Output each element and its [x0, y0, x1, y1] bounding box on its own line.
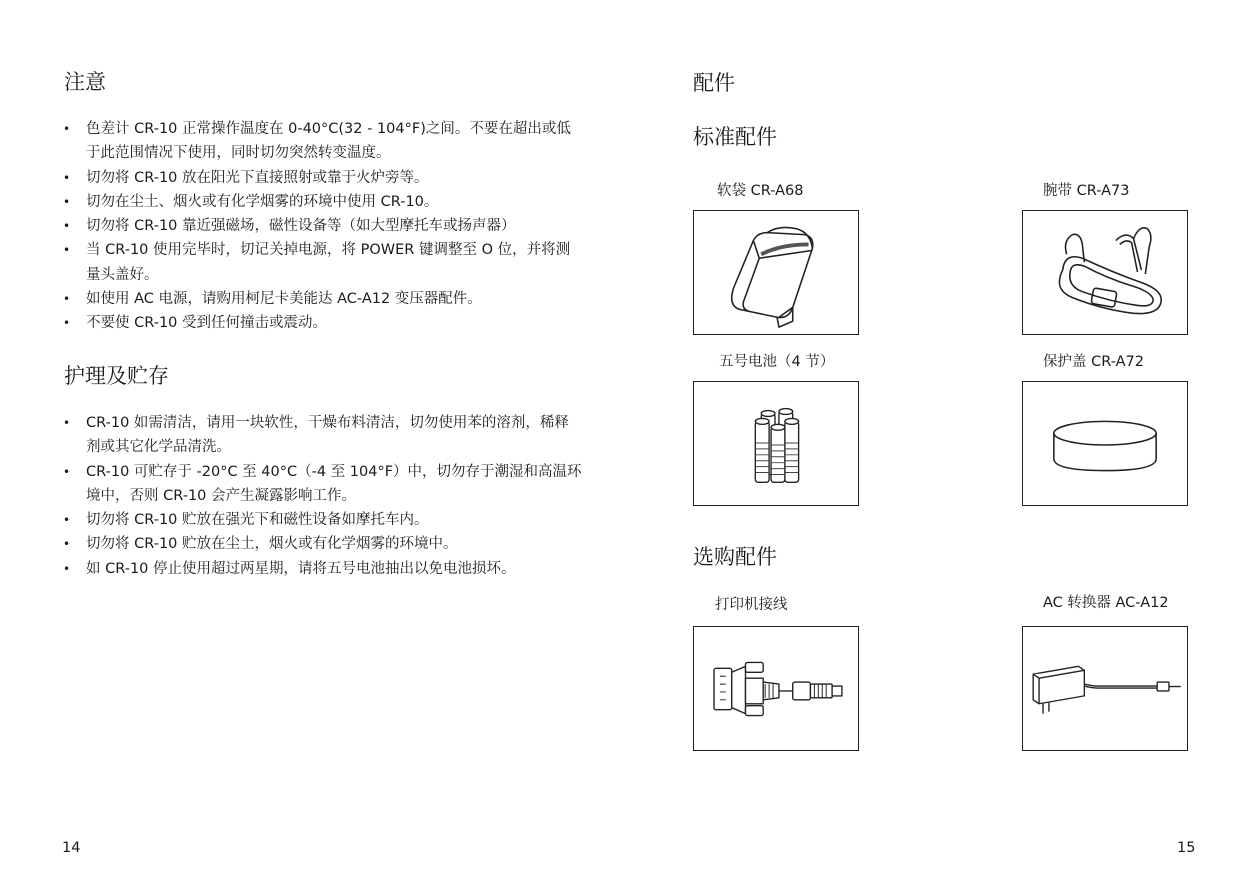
list-item: • 不要使 CR-10 受到任何撞击或震动。	[62, 311, 582, 335]
soft-case-image	[693, 210, 859, 335]
ac-adapter-image	[1022, 626, 1188, 751]
page-number-left: 14	[62, 840, 81, 856]
batteries-image	[693, 381, 859, 506]
soft-case-caption: 软袋 CR-A68	[717, 183, 804, 199]
list-item: • CR-10 可贮存于 -20°C 至 40°C（-4 至 104°F）中，切勿存于潮湿和高温环境中，否则 CR-10 会产生凝露影响工作。	[62, 460, 582, 509]
care-storage-title: 护理及贮存	[64, 364, 169, 388]
right-page	[629, 0, 1259, 893]
list-item: • 切勿将 CR-10 贮放在强光下和磁性设备如摩托车内。	[62, 508, 582, 532]
soft-case-icon	[694, 211, 858, 334]
aa-batteries-icon	[694, 382, 858, 505]
optional-accessories-title: 选购配件	[693, 545, 777, 569]
page-number-right: 15	[1177, 840, 1196, 856]
protective-cap-image	[1022, 381, 1188, 506]
standard-accessories-title: 标准配件	[693, 125, 777, 149]
list-item: • 切勿将 CR-10 放在阳光下直接照射或靠于火炉旁等。	[62, 166, 582, 190]
list-item: • 切勿在尘土、烟火或有化学烟雾的环境中使用 CR-10。	[62, 190, 582, 214]
ac-adapter-caption: AC 转换器 AC-A12	[1043, 595, 1169, 611]
batteries-caption: 五号电池（4 节）	[719, 354, 835, 370]
left-page	[0, 0, 629, 893]
wrist-strap-caption: 腕带 CR-A73	[1043, 183, 1130, 199]
list-item: • CR-10 如需清洁，请用一块软性，干燥布料清洁，切勿使用苯的溶剂，稀释剂或其它化学品清洗。	[62, 411, 582, 460]
protective-cap-icon	[1023, 382, 1187, 505]
care-storage-list	[62, 411, 582, 581]
list-item: • 色差计 CR-10 正常操作温度在 0-40°C(32 - 104°F)之间。不要在超出或低于此范围情况下使用，同时切勿突然转变温度。	[62, 117, 582, 166]
list-item: • 切勿将 CR-10 靠近强磁场，磁性设备等（如大型摩托车或扬声器）	[62, 214, 582, 238]
printer-cable-caption: 打印机接线	[715, 597, 788, 613]
printer-cable-icon	[694, 627, 858, 750]
protective-cap-caption: 保护盖 CR-A72	[1043, 354, 1145, 370]
list-item: • 当 CR-10 使用完毕时，切记关掉电源，将 POWER 键调整至 O 位，并将测量头盖好。	[62, 238, 582, 287]
wrist-strap-icon	[1023, 211, 1187, 334]
list-item: • 切勿将 CR-10 贮放在尘土，烟火或有化学烟雾的环境中。	[62, 532, 582, 556]
list-item: • 如使用 AC 电源，请购用柯尼卡美能达 AC-A12 变压器配件。	[62, 287, 582, 311]
caution-list	[62, 117, 582, 336]
caution-title: 注意	[64, 70, 106, 94]
printer-cable-image	[693, 626, 859, 751]
ac-adapter-icon	[1023, 627, 1187, 750]
accessories-title: 配件	[693, 71, 735, 95]
list-item: • 如 CR-10 停止使用超过两星期，请将五号电池抽出以免电池损坏。	[62, 557, 582, 581]
wrist-strap-image	[1022, 210, 1188, 335]
